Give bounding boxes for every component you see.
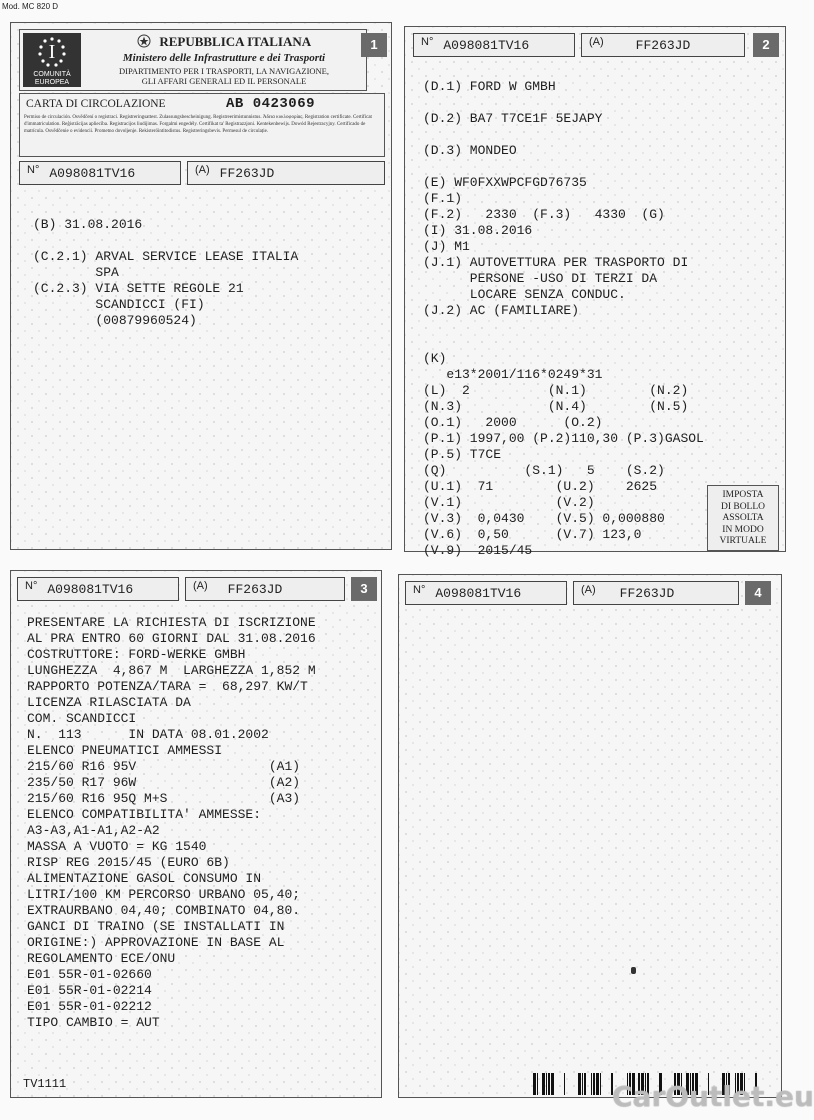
panel-number-4: 4 [745,581,771,605]
text-line: LICENZA RILASCIATA DA [27,695,191,710]
text-line: (V.6) 0,50 (V.7) 123,0 [423,527,642,542]
text-line: LOCARE SENZA CONDUC. [423,287,626,302]
ministry-name: Ministero delle Infrastrutture e dei Trasporti [122,52,326,64]
text-line: SCANDICCI (FI) [33,297,205,312]
barcode-bar [578,1073,581,1095]
plate-number: FF263JD [219,165,275,181]
registration-id-box [19,161,181,185]
text-line: 235/50 R17 96W (A2) [27,775,301,790]
text-line: RAPPORTO POTENZA/TARA = 68,297 KW/T [27,679,308,694]
italy-emblem-icon [137,34,151,48]
text-line: (P.5) T7CE [423,447,502,462]
text-line: 215/60 R16 95Q M+S (A3) [27,791,301,806]
text-line: ELENCO PNEUMATICI AMMESSI [27,743,223,758]
eu-letter: I [48,41,56,63]
text-line: RISP REG 2015/45 (EURO 6B) [27,855,230,870]
text-line: (U.1) 71 (U.2) 2625 [423,479,658,494]
text-line: ELENCO COMPATIBILITA' AMMESSE: [27,807,262,822]
a-label: (A) [195,164,210,176]
document-title: CARTA DI CIRCOLAZIONE [26,98,166,110]
text-line: TIPO CAMBIO = AUT [27,1015,160,1030]
registration-id-box [405,581,567,605]
text-line: EXTRAURBANO 04,40; COMBINATO 04,80. [27,903,301,918]
text-line: SPA [33,265,119,280]
panel-1 [10,22,392,550]
watermark: CarOutlet.eu [612,1080,814,1113]
text-line: COSTRUTTORE: FORD-WERKE GMBH [27,647,246,662]
ink-speck [631,967,636,974]
plate-number: FF263JD [227,581,283,597]
text-line [423,127,704,143]
text-line: (D.2) BA7 T7CE1F 5EJAPY [423,111,603,126]
text-line: (P.1) 1997,00 (P.2)110,30 (P.3)GASOL [423,431,704,446]
text-line: (K) [423,351,447,366]
text-line: E01 55R-01-02660 [27,967,152,982]
panel-4 [398,574,782,1098]
panel-3-lines [27,615,316,1031]
barcode-bar [546,1073,547,1095]
document-number: AB 0423069 [226,96,316,112]
text-line [423,95,704,111]
registration-id: A098081TV16 [49,165,136,181]
text-line: (J) M1 [423,239,470,254]
text-line: REGOLAMENTO ECE/ONU [27,951,176,966]
panel-3 [10,570,382,1098]
eu-label: COMUNITÀ EUROPEA [33,71,71,86]
text-line: (O.1) 2000 (O.2) [423,415,603,430]
panel-2 [404,26,786,558]
republic-title-row [84,33,364,51]
tax-stamp-line: IN MODO [722,524,764,535]
text-line: (E) WF0FXXWPCFGD76735 [423,175,587,190]
barcode-bar [537,1073,538,1095]
text-line [33,233,298,249]
a-label: (A) [589,36,604,48]
republic-title: REPUBBLICA ITALIANA [159,34,312,49]
text-line: 215/60 R16 95V (A1) [27,759,301,774]
text-line: GANCI DI TRAINO (SE INSTALLATI IN [27,919,285,934]
barcode-bar [548,1073,550,1095]
text-line: (B) 31.08.2016 [33,217,143,232]
text-line: (J.2) AC (FAMILIARE) [423,303,580,318]
a-label: (A) [193,580,208,592]
text-line: LITRI/100 KM PERCORSO URBANO 05,40; [27,887,301,902]
panel-number-2: 2 [753,33,779,57]
text-line: ORIGINE:) APPROVAZIONE IN BASE AL [27,935,285,950]
registration-id: A098081TV16 [435,585,522,601]
n-label: N° [27,164,40,176]
barcode-bar [551,1073,554,1095]
text-line: (V.3) 0,0430 (V.5) 0,000880 [423,511,665,526]
text-line: MASSA A VUOTO = KG 1540 [27,839,207,854]
barcode-bar [600,1073,601,1095]
text-line: (V.1) (V.2) [423,495,595,510]
tax-stamp-line: VIRTUALE [719,536,767,546]
text-line: E01 55R-01-02212 [27,999,152,1014]
text-line: (L) 2 (N.1) (N.2) [423,383,689,398]
panel-number-1: 1 [361,33,387,57]
plate-number: FF263JD [635,37,691,53]
text-line: (D.1) FORD W GMBH [423,79,556,94]
registration-id: A098081TV16 [443,37,530,53]
panel-2-lines [423,79,704,559]
registration-id-box [413,33,575,57]
text-line: N. 113 IN DATA 08.01.2002 [27,727,269,742]
text-line: A3-A3,A1-A1,A2-A2 [27,823,160,838]
department-line-2: GLI AFFARI GENERALI ED IL PERSONALE [141,76,307,86]
n-label: N° [413,584,426,596]
barcode-bar [564,1073,565,1095]
text-line: (F.1) [423,191,463,206]
text-line: (I) 31.08.2016 [423,223,533,238]
text-line: e13*2001/116*0249*31 [423,367,603,382]
tax-stamp-line: DI BOLLO [720,501,766,512]
a-label: (A) [581,584,596,596]
barcode-bar [591,1073,592,1095]
tax-stamp-box [707,485,779,551]
form-code: Mod. MC 820 D [2,2,59,11]
text-line: AL PRA ENTRO 60 GIORNI DAL 31.08.2016 [27,631,316,646]
text-line: PERSONE -USO DI TERZI DA [423,271,658,286]
tax-stamp-line: IMPOSTA [722,490,764,500]
text-line: ALIMENTAZIONE GASOL CONSUMO IN [27,871,262,886]
text-line: (J.1) AUTOVETTURA PER TRASPORTO DI [423,255,689,270]
barcode-bar [596,1073,599,1095]
plate-number: FF263JD [619,585,675,601]
barcode-bar [582,1073,583,1095]
text-line: PRESENTARE LA RICHIESTA DI ISCRIZIONE [27,615,316,630]
panel-3-footer: TV1111 [23,1077,67,1091]
text-line [423,159,704,175]
barcode-bar [533,1073,536,1095]
plate-box [581,33,745,57]
plate-box [185,577,345,601]
barcode-bar [542,1073,545,1095]
text-line: E01 55R-01-02214 [27,983,152,998]
text-line: (F.2) 2330 (F.3) 4330 (G) [423,207,665,222]
text-line: (V.9) 2015/45 [423,543,533,558]
text-line: (N.3) (N.4) (N.5) [423,399,689,414]
text-line [423,319,704,335]
text-line: (C.2.1) ARVAL SERVICE LEASE ITALIA [33,249,299,264]
text-line: (C.2.3) VIA SETTE REGOLE 21 [33,281,244,296]
text-line: LUNGHEZZA 4,867 M LARGHEZZA 1,852 M [27,663,316,678]
panel-number-3: 3 [351,577,377,601]
tax-stamp-line: ASSOLTA [722,513,764,523]
document-title-block [19,93,385,157]
registration-id: A098081TV16 [47,581,134,597]
eu-flag [23,33,81,87]
registration-id-box [17,577,179,601]
n-label: N° [25,580,38,592]
plate-box [573,581,739,605]
plate-box [187,161,385,185]
barcode-bar [584,1073,586,1095]
header-block [19,29,367,91]
department-line-1: DIPARTIMENTO PER I TRASPORTI, LA NAVIGAZIONE, [119,66,329,76]
text-line: COM. SCANDICCI [27,711,137,726]
n-label: N° [421,36,434,48]
barcode-bar [593,1073,595,1095]
translations-text: Permiso de circulación. Osvědčení o registraci. Registreringsattest. Zulassungsbescheinigung. Registreerimistunnistus. Άδεια κυκλοφορίας. Registration certificate. Certificat d'immatriculation. Reģistrācijas apliecība. Registracijos liudijimas. Forgalmi engedély. Certifikat ta' Registrazzjoni. Kentekenbewijs. Dowód Rejestracyjny. Certificado de matrícula. Osvědčenie o evidencii. Prometno dovoljenje. Rekisteröintitodistus. Registreringsbevis. Permesul de circulație. [24,115,372,134]
text-line: (00879960524) [33,313,197,328]
text-line [423,335,704,351]
panel-1-lines [33,217,298,329]
text-line: (Q) (S.1) 5 (S.2) [423,463,665,478]
text-line: (D.3) MONDEO [423,143,517,158]
